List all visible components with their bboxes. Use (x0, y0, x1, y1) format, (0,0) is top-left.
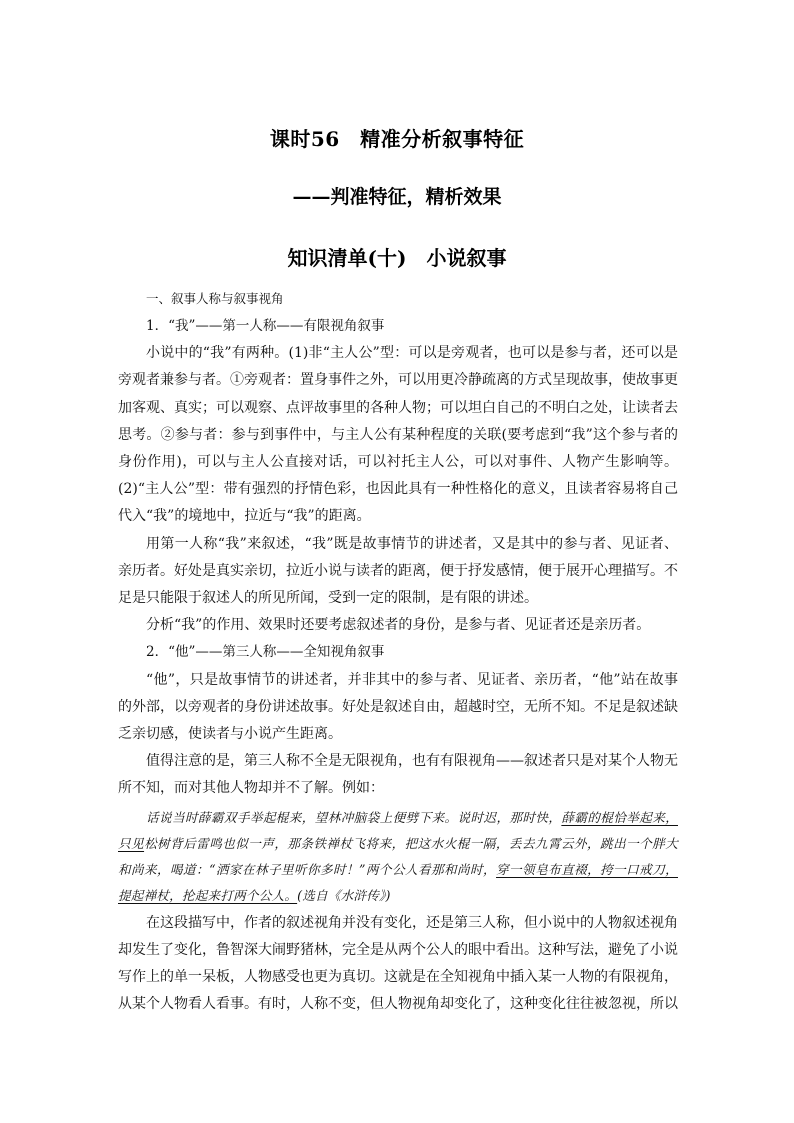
lesson-title: 课时56 精准分析叙事特征 (269, 127, 525, 151)
quote-part-a: 话说当时薛霸双手举起棍来，望林冲脑袋上便劈下来。说时迟，那时快， (146, 809, 562, 825)
paragraph-3: 分析“我”的作用、效果时还要考虑叙述者的身份，是参与者、见证者还是亲历者。 (146, 617, 651, 634)
heading-narrative-person: 一、叙事人称与叙事视角 (146, 291, 284, 306)
quote-source: (选自《水浒传》) (297, 887, 391, 903)
paragraph-6: 在这段描写中，作者的叙述视角并没有变化，还是第三人称，但小说中的人物叙述视角却发生了变化，鲁智深大闹野猪林，完全是从两个公人的眼中看出。这种写法，避免了小说写作上的单一呆板，人物感受也更为真切。这就是在全知视角中插入某一人物的有限视角，从某个人物看人看事。有时，人称不变，但人物视角却变化了，这种变化往往被忽视，所以 (118, 914, 678, 1013)
subheading-first-person: 1．“我”——第一人称——有限视角叙事 (146, 318, 385, 334)
lesson-subtitle: ——判准特征，精析效果 (292, 186, 502, 208)
quote-underline-1: 薛霸的棍恰举起来，只见 (118, 809, 678, 851)
example-quote (118, 805, 678, 909)
subheading-third-person: 2．“他”——第三人称——全知视角叙事 (146, 644, 385, 661)
quote-underline-2: 穿一领皂布直裰，挎一口戒刀，提起禅杖，抡起来打两个公人。 (118, 861, 678, 903)
quote-part-b: 松树背后雷鸣也似一声，那条铁禅杖飞将来，把这水火棍一隔，丢去九霄云外，跳出一个胖大和尚来，喝道：“洒家在林子里听你多时！”两个公人看那和尚时， (118, 835, 678, 877)
paragraph-1: 小说中的“我”有两种。(1)非“主人公”型：可以是旁观者，也可以是参与者，还可以是旁观者兼参与者。①旁观者：置身事件之外，可以用更冷静疏离的方式呈现故事，使故事更加客观、真实；可以观察、点评故事里的各种人物；可以坦白自己的不明白之处，让读者去思考。②参与者：参与到事件中，与主人公有某种程度的关联(要考虑到“我”这个参与者的身份作用)，可以与主人公直接对话，可以衬托主人公，可以对事件、人物产生影响等。(2)“主人公”型：带有强烈的抒情色彩，也因此具有一种性格化的意义，且读者容易将自己代入“我”的境地中，拉近与“我”的距离。 (118, 345, 678, 525)
section-title: 知识清单(十) 小说叙事 (287, 246, 507, 270)
body-text (118, 285, 678, 1018)
paragraph-5: 值得注意的是，第三人称不全是无限视角，也有有限视角——叙述者只是对某个人物无所不知，而对其他人物却并不了解。例如： (118, 753, 678, 797)
paragraph-4: “他”，只是故事情节的讲述者，并非其中的参与者、见证者、亲历者，“他”站在故事的外部，以旁观者的身份讲述故事。好处是叙述自由，超越时空，无所不知。不足是叙述缺乏亲切感，使读者与小说产生距离。 (118, 671, 678, 743)
paragraph-2: 用第一人称“我”来叙述，“我”既是故事情节的讲述者，又是其中的参与者、见证者、亲历者。好处是真实亲切，拉近小说与读者的距离，便于抒发感情，便于展开心理描写。不足是只能限于叙述人的所见所闻，受到一定的限制，是有限的讲述。 (118, 535, 678, 607)
